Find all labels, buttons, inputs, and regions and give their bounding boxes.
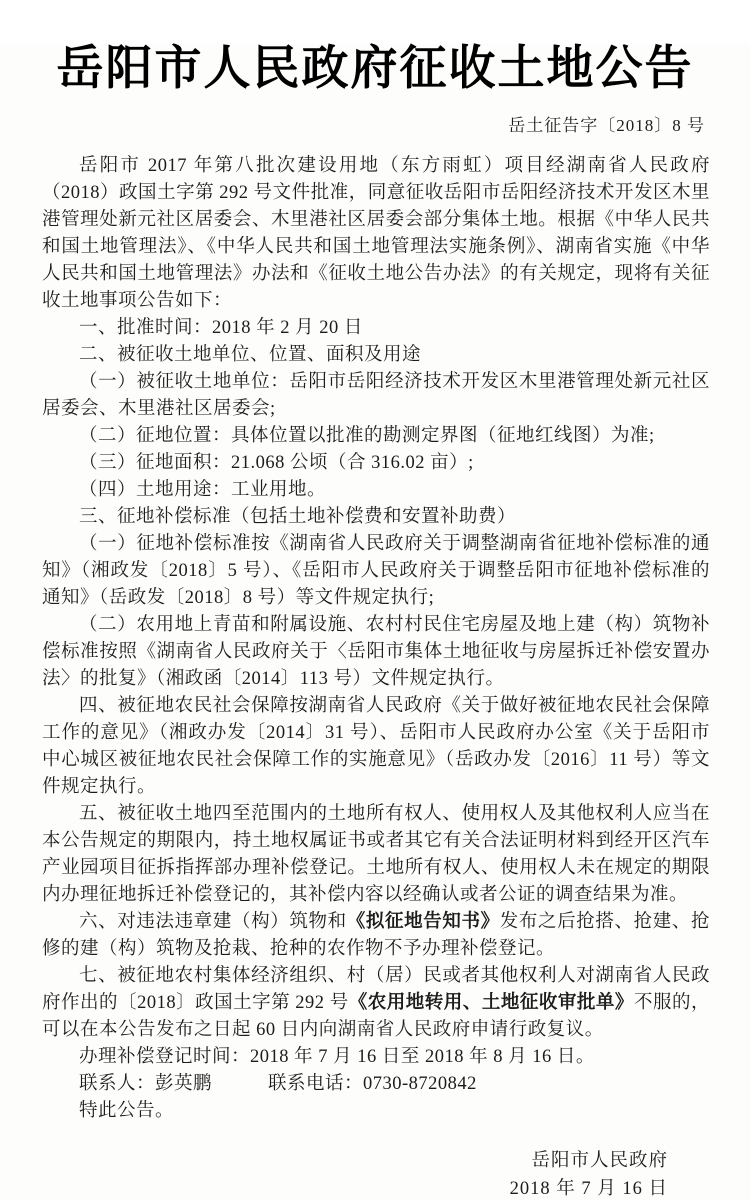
item-1-approval-time: 一、批准时间：2018 年 2 月 20 日 bbox=[79, 317, 363, 338]
item-7-text-post: 不服的，可以在本公告发布之日起 60 日内向湖南省人民政府申请行政复议。 bbox=[42, 992, 710, 1040]
document-body bbox=[42, 153, 710, 1125]
item-7-bold-title: 《农用地转用、土地征收审批单》 bbox=[348, 992, 634, 1013]
item-2-1-land-units: （一）被征收土地单位：岳阳市岳阳经济技术开发区木里港管理处新元社区居委会、木里港社区居委会; bbox=[42, 371, 710, 419]
contact-line bbox=[42, 1071, 710, 1098]
item-7-administrative-review bbox=[42, 963, 710, 1044]
document-title: 岳阳市人民政府征收土地公告 bbox=[56, 43, 694, 95]
contact-person: 联系人：彭英鹏 bbox=[79, 1073, 213, 1094]
item-4-social-security: 四、被征地农民社会保障按湖南省人民政府《关于做好被征地农民社会保障工作的意见》（湘政办发〔2014〕31 号）、岳阳市人民政府办公室《关于岳阳市中心城区被征地农民社会保障工作的实施意见》（岳政办发〔2016〕11 号）等文件规定执行。 bbox=[42, 695, 710, 797]
issuer-name: 岳阳市人民政府 bbox=[531, 1150, 668, 1171]
item-6-text-post: 发布之后抢搭、抢建、抢修的建（构）筑物及抢栽、抢种的农作物不予办理补偿登记。 bbox=[42, 911, 710, 959]
item-6-illegal-structures bbox=[42, 909, 710, 963]
item-5-registration: 五、被征收土地四至范围内的土地所有权人、使用权人及其他权利人应当在本公告规定的期限内，持土地权属证书或者其它有关合法证明材料到经开区汽车产业园项目征拆指挥部办理补偿登记。土地所有权人、使用权人未在规定的期限内办理征地拆迁补偿登记的，其补偿内容以经确认或者公证的调查结果为准。 bbox=[42, 803, 710, 905]
closing-line: 特此公告。 bbox=[79, 1100, 175, 1121]
item-2-heading: 二、被征收土地单位、位置、面积及用途 bbox=[79, 344, 422, 365]
issue-date: 2018 年 7 月 16 日 bbox=[509, 1178, 668, 1199]
registration-period: 办理补偿登记时间：2018 年 7 月 16 日至 2018 年 8 月 16 日。 bbox=[79, 1046, 595, 1067]
item-3-1-compensation-standard: （一）征地补偿标准按《湖南省人民政府关于调整湖南省征地补偿标准的通知》（湘政发〔2018〕5 号）、《岳阳市人民政府关于调整岳阳市征地补偿标准的通知》（岳政发〔2018〕8 号）等文件规定执行; bbox=[42, 533, 710, 608]
paragraph-intro: 岳阳市 2017 年第八批次建设用地（东方雨虹）项目经湖南省人民政府（2018）政国土字第 292 号文件批准，同意征收岳阳市岳阳经济技术开发区木里港管理处新元社区居委会、木里港社区居委会部分集体土地。根据《中华人民共和国土地管理法》、《中华人民共和国土地管理法实施条例》、湖南省实施《中华人民共和国土地管理法》办法和《征收土地公告办法》的有关规定，现将有关征收土地事项公告如下： bbox=[42, 155, 710, 311]
item-3-heading: 三、征地补偿标准（包括土地补偿费和安置补助费） bbox=[79, 506, 517, 527]
document-number: 岳土征告字〔2018〕8 号 bbox=[508, 115, 705, 135]
item-2-4-land-use: （四）土地用途：工业用地。 bbox=[79, 479, 327, 500]
item-7-text-pre: 七、被征地农村集体经济组织、村（居）民或者其他权利人对湖南省人民政府作出的〔2018〕政国土字第 292 号 bbox=[42, 965, 710, 1013]
signature-block bbox=[0, 1147, 750, 1203]
item-2-3-area: （三）征地面积：21.068 公顷（合 316.02 亩）; bbox=[79, 452, 474, 473]
announcement-page bbox=[0, 44, 750, 1201]
item-2-2-location: （二）征地位置：具体位置以批准的勘测定界图（征地红线图）为准; bbox=[79, 425, 655, 446]
item-6-bold-title: 《拟征地告知书》 bbox=[346, 911, 500, 932]
item-6-text-pre: 六、对违法违章建（构）筑物和 bbox=[79, 911, 347, 932]
item-3-2-attachment-compensation: （二）农用地上青苗和附属设施、农村村民住宅房屋及地上建（构）筑物补偿标准按照《湖南省人民政府关于〈岳阳市集体土地征收与房屋拆迁补偿安置办法〉的批复》（湘政函〔2014〕113 号）文件规定执行。 bbox=[42, 614, 710, 689]
contact-phone: 联系电话：0730-8720842 bbox=[268, 1073, 477, 1094]
